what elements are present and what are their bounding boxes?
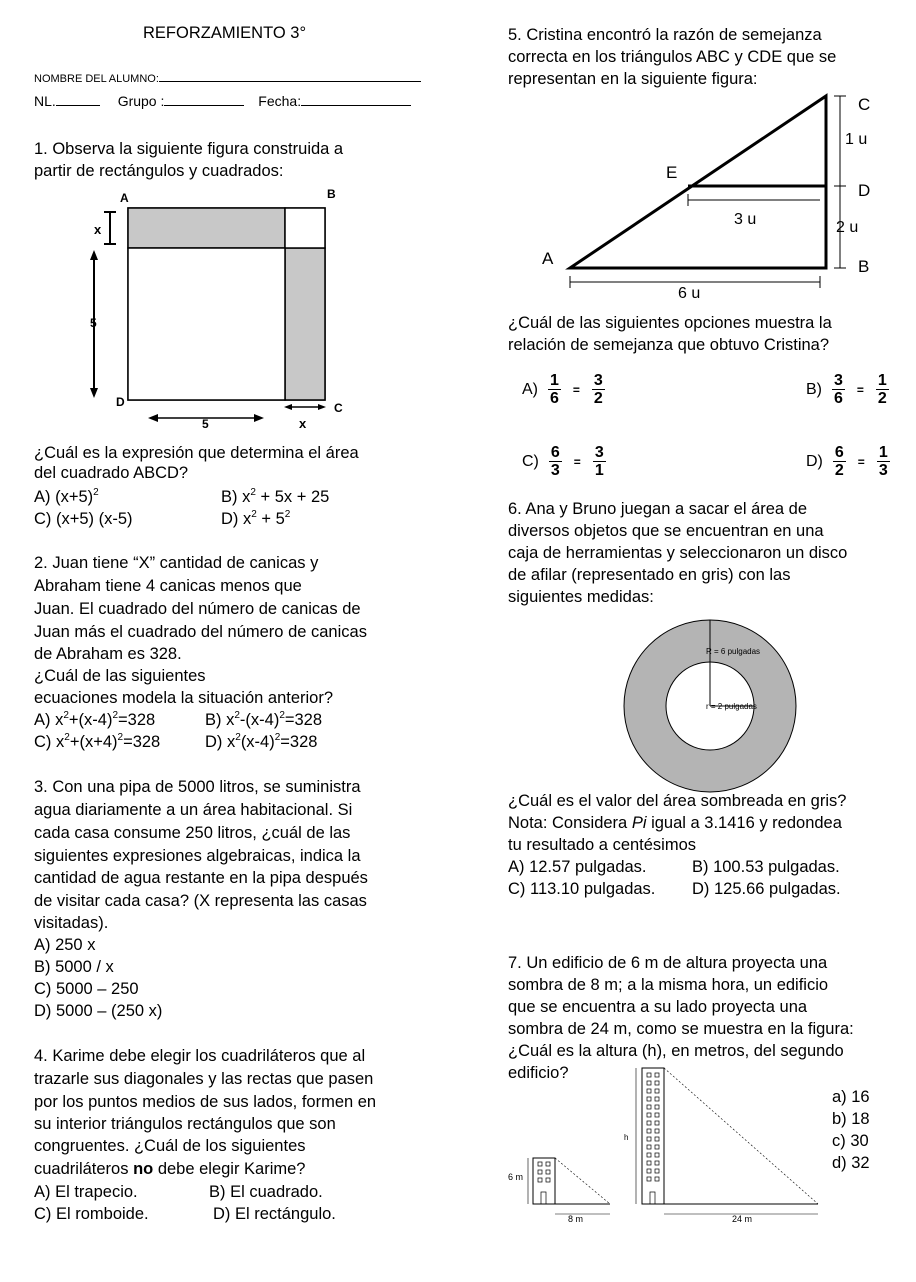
q5-label-2u: 2 u <box>836 219 859 236</box>
q2-option-b[interactable]: B) $x^2-(x-4)^2=328$ <box>205 710 323 729</box>
q1-label-5-left: 5 <box>90 316 97 330</box>
q2-text-7: ecuaciones modela la situación anterior? <box>34 689 334 707</box>
q5-question-1: ¿Cuál de las siguientes opciones muestra la <box>508 314 832 332</box>
q1-label-d: D <box>116 395 125 409</box>
student-name-label: NOMBRE DEL ALUMNO: <box>34 73 159 85</box>
q5-option-d[interactable]: D) $\frac{6}{2}$ = $\frac{1}{3}$ <box>806 444 888 479</box>
q5-label-e: E <box>666 163 678 182</box>
q2-text-2: Abraham tiene 4 canicas menos que <box>34 577 302 595</box>
q4-option-a[interactable]: A) El trapecio. <box>34 1183 138 1201</box>
q2-text-5: de Abraham es 328. <box>34 645 182 663</box>
q4-option-c[interactable]: C) El romboide. <box>34 1205 149 1223</box>
q1-label-x-bottom: x <box>299 416 307 431</box>
q1-option-a[interactable]: A) $(x+5)^2$ <box>34 487 99 506</box>
q2-text-3: Juan. El cuadrado del número de canicas de <box>34 600 361 618</box>
student-name-field[interactable] <box>34 68 421 90</box>
q6-text-1: 6. Ana y Bruno juegan a sacar el área de <box>508 500 808 518</box>
q3-text-2: agua diariamente a un área habitacional. Si <box>34 801 353 819</box>
q4-text-3: por los puntos medios de sus lados, formen en <box>34 1093 377 1111</box>
q6-text-2: diversos objetos que se encuentran en una <box>508 522 824 540</box>
q3-text-4: siguientes expresiones algebraicas, indica la <box>34 847 361 865</box>
q1-label-b: B <box>327 187 336 201</box>
q1-option-c[interactable]: C) (x+5) (x-5) <box>34 510 133 528</box>
q3-option-c[interactable]: C) 5000 – 250 <box>34 980 139 998</box>
q4-text-4: su interior triángulos rectángulos que son <box>34 1115 336 1133</box>
q7-option-b[interactable]: b) 18 <box>832 1110 870 1128</box>
q3-option-d[interactable]: D) 5000 – (250 x) <box>34 1002 163 1020</box>
q6-option-c[interactable]: C) 113.10 pulgadas. <box>508 880 656 898</box>
q7-text-2: sombra de 8 m; a la misma hora, un edificio <box>508 976 829 994</box>
q1-question-1: ¿Cuál es la expresión que determina el área <box>34 444 359 462</box>
q6-nota-2: tu resultado a centésimos <box>508 836 697 854</box>
q4-text-1: 4. Karime debe elegir los cuadriláteros que al <box>34 1047 366 1065</box>
fecha-field[interactable] <box>301 91 411 106</box>
q3-option-b[interactable]: B) 5000 / x <box>34 958 114 976</box>
q6-option-b[interactable]: B) 100.53 pulgadas. <box>692 858 840 876</box>
q6-label-r-inner: r = 2 pulgadas <box>706 702 757 711</box>
q2-text-1: 2. Juan tiene “X” cantidad de canicas y <box>34 554 319 572</box>
q6-question: ¿Cuál es el valor del área sombreada en gris? <box>508 792 847 810</box>
q6-label-r-outer: R = 6 pulgadas <box>706 647 761 656</box>
q5-label-3u: 3 u <box>734 211 757 228</box>
q3-option-a[interactable]: A) 250 x <box>34 936 96 954</box>
q4-text-2: trazarle sus diagonales y las rectas que pasen <box>34 1070 374 1088</box>
q5-question-2: relación de semejanza que obtuvo Cristina? <box>508 336 830 354</box>
q5-label-6u: 6 u <box>678 285 701 302</box>
q1-option-b[interactable]: B) $x^2 + 5x + 25$ <box>221 487 330 506</box>
q1-text-2: partir de rectángulos y cuadrados: <box>34 162 284 180</box>
q5-figure <box>530 88 890 308</box>
q5-text-2: correcta en los triángulos ABC y CDE que se <box>508 48 837 66</box>
q4-text-5: congruentes. ¿Cuál de los siguientes <box>34 1137 306 1155</box>
q7-text-5: ¿Cuál es la altura (h), en metros, del segundo <box>508 1042 844 1060</box>
q7-label-8m: 8 m <box>568 1214 584 1224</box>
grupo-label: Grupo : <box>117 93 165 109</box>
q5-label-a: A <box>542 249 554 268</box>
q2-option-d[interactable]: D) $x^2(x-4)^2=328$ <box>205 732 318 751</box>
q3-text-5: cantidad de agua restante en la pipa después <box>34 869 368 887</box>
q6-nota-1: Nota: Considera Pi igual a 3.1416 y redondea <box>508 814 842 832</box>
q2-text-4: Juan más el cuadrado del número de canicas <box>34 623 367 641</box>
fecha-label: Fecha: <box>258 93 302 109</box>
q3-text-3: cada casa consume 250 litros, ¿cuál de las <box>34 824 351 842</box>
q7-option-c[interactable]: c) 30 <box>832 1132 869 1150</box>
q1-option-d[interactable]: D) $x^2 + 5^2$ <box>221 509 291 528</box>
q7-text-1: 7. Un edificio de 6 m de altura proyecta una <box>508 954 828 972</box>
nl-label: NL. <box>34 93 56 109</box>
q6-option-a[interactable]: A) 12.57 pulgadas. <box>508 858 647 876</box>
q7-option-d[interactable]: d) 32 <box>832 1154 870 1172</box>
q2-option-c[interactable]: C) $x^2+(x+4)^2=328$ <box>34 732 161 751</box>
q1-question-2: del cuadrado ABCD? <box>34 464 189 482</box>
q4-option-b[interactable]: B) El cuadrado. <box>209 1183 323 1201</box>
q6-text-4: de afilar (representado en gris) con las <box>508 566 791 584</box>
q1-label-a: A <box>120 191 129 205</box>
q6-option-d[interactable]: D) 125.66 pulgadas. <box>692 880 841 898</box>
q5-label-c: C <box>858 95 871 114</box>
q5-option-c[interactable]: C) $\frac{6}{3}$ = $\frac{3}{1}$ <box>522 444 604 479</box>
header-fields-row <box>34 90 411 112</box>
q6-text-3: caja de herramientas y seleccionaron un disco <box>508 544 848 562</box>
page-title: REFORZAMIENTO 3° <box>143 24 307 42</box>
q7-buildings-figure <box>500 1064 820 1224</box>
q3-text-1: 3. Con una pipa de 5000 litros, se suministra <box>34 778 361 796</box>
q1-label-x-left: x <box>94 222 102 237</box>
q2-text-6: ¿Cuál de las siguientes <box>34 667 206 685</box>
q7-label-6m: 6 m <box>508 1172 524 1182</box>
q5-label-b: B <box>858 257 870 276</box>
q6-text-5: siguientes medidas: <box>508 588 654 606</box>
q4-text-6: cuadriláteros no debe elegir Karime? <box>34 1160 306 1178</box>
q7-text-6: edificio? <box>508 1064 569 1082</box>
q7-text-4: sombra de 24 m, como se muestra en la figura: <box>508 1020 854 1038</box>
q5-label-d: D <box>858 181 871 200</box>
q1-label-5-bottom: 5 <box>202 417 209 431</box>
q5-text-3: representan en la siguiente figura: <box>508 70 758 88</box>
q6-disc-figure <box>620 616 800 796</box>
q2-option-a[interactable]: A) $x^2+(x-4)^2=328$ <box>34 710 156 729</box>
q7-label-h: h <box>624 1133 629 1142</box>
q4-option-d[interactable]: D) El rectángulo. <box>213 1205 336 1223</box>
q7-text-3: que se encuentra a su lado proyecta una <box>508 998 808 1016</box>
q3-text-7: visitadas). <box>34 914 109 932</box>
q5-text-1: 5. Cristina encontró la razón de semejanza <box>508 26 822 44</box>
q3-text-6: de visitar cada casa? (X representa las casas <box>34 892 367 910</box>
nl-field[interactable] <box>56 91 100 106</box>
q7-label-24m: 24 m <box>732 1214 753 1224</box>
grupo-field[interactable] <box>164 91 244 106</box>
q1-label-c: C <box>334 401 343 415</box>
q5-option-a[interactable]: A) $\frac{1}{6}$ = $\frac{3}{2}$ <box>522 372 603 407</box>
q5-label-1u: 1 u <box>845 131 868 148</box>
q1-figure <box>80 182 343 432</box>
q7-option-a[interactable]: a) 16 <box>832 1088 870 1106</box>
q5-option-b[interactable]: B) $\frac{3}{6}$ = $\frac{1}{2}$ <box>806 372 887 407</box>
q1-text-1: 1. Observa la siguiente figura construida a <box>34 140 344 158</box>
